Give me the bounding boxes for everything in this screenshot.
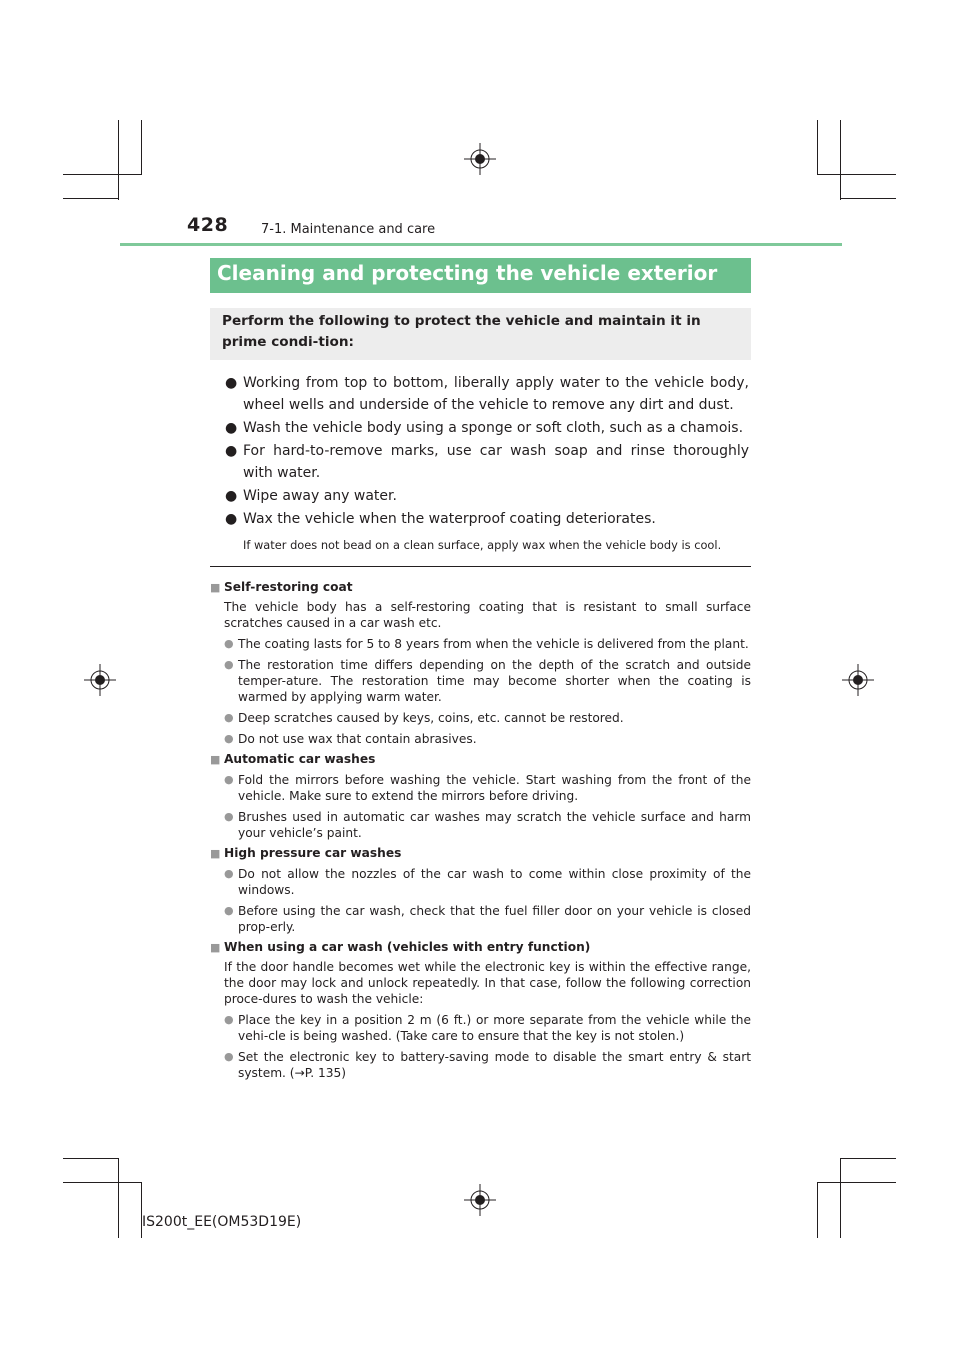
crop-mark xyxy=(817,1182,896,1183)
square-bullet-icon: ■ xyxy=(210,941,221,954)
dot-bullet-icon: ● xyxy=(224,904,234,917)
registration-target-icon xyxy=(84,664,116,696)
square-bullet-icon: ■ xyxy=(210,847,221,860)
document-code: IS200t_EE(OM53D19E) xyxy=(142,1214,302,1230)
list-item: ● Working from top to bottom, liberally apply water to the vehicle body, wheel wells and underside of the vehicle to remove any dirt and dust. xyxy=(225,372,749,416)
dot-bullet-icon: ● xyxy=(224,1013,234,1026)
dot-bullet-icon: ● xyxy=(224,637,234,650)
crop-mark xyxy=(63,1158,119,1159)
registration-target-icon xyxy=(464,1184,496,1216)
crop-mark xyxy=(817,174,896,175)
note-item: ● The restoration time differs depending on the depth of the scratch and outside temper-ature. The restoration time may become shorter when the coating is warmed by applying warm water. xyxy=(224,658,751,704)
square-bullet-icon: ■ xyxy=(210,753,221,766)
square-bullet-icon: ■ xyxy=(210,581,221,594)
list-item: ● Wax the vehicle when the waterproof coating deteriorates. xyxy=(225,508,749,530)
page-number: 428 xyxy=(187,214,229,236)
crop-mark xyxy=(817,120,818,175)
crop-mark xyxy=(63,1182,142,1183)
note-item: ● Set the electronic key to battery-saving mode to disable the smart entry & start system. (→P. 135) xyxy=(224,1050,751,1080)
note-heading: ■ Automatic car washes xyxy=(210,752,376,766)
note-item: ● Place the key in a position 2 m (6 ft.) or more separate from the vehicle while the vehi-cle is being washed. (Take care to ensure that the key is not stolen.) xyxy=(224,1013,751,1043)
crop-mark xyxy=(840,198,896,199)
list-item: ● Wipe away any water. xyxy=(225,485,749,507)
crop-mark xyxy=(63,198,119,199)
registration-target-icon xyxy=(842,664,874,696)
note-item: ● Do not use wax that contain abrasives. xyxy=(224,732,477,746)
note-item: ● Do not allow the nozzles of the car wash to come within close proximity of the windows. xyxy=(224,867,751,897)
dot-bullet-icon: ● xyxy=(224,810,234,823)
bullet-icon: ● xyxy=(225,488,238,504)
list-item: ● Wash the vehicle body using a sponge or soft cloth, such as a chamois. xyxy=(225,417,749,439)
note-item: ● The coating lasts for 5 to 8 years from when the vehicle is delivered from the plant. xyxy=(224,637,749,651)
bullet-icon: ● xyxy=(225,375,238,391)
crop-mark xyxy=(118,1158,119,1238)
note-heading: ■ High pressure car washes xyxy=(210,846,402,860)
note-text: The vehicle body has a self-restoring coating that is resistant to small surface scratches caused in a car wash etc. xyxy=(224,600,751,630)
intro-box xyxy=(210,308,751,360)
note-item: ● Brushes used in automatic car washes may scratch the vehicle surface and harm your vehicle’s paint. xyxy=(224,810,751,840)
crop-mark xyxy=(63,174,142,175)
note-heading: ■ Self-restoring coat xyxy=(210,580,353,594)
dot-bullet-icon: ● xyxy=(224,732,234,745)
dot-bullet-icon: ● xyxy=(224,867,234,880)
note-item: ● Deep scratches caused by keys, coins, etc. cannot be restored. xyxy=(224,711,624,725)
bullet-icon: ● xyxy=(225,511,238,527)
crop-mark xyxy=(141,120,142,175)
crop-mark xyxy=(817,1183,818,1238)
wax-note: If water does not bead on a clean surface, apply wax when the vehicle body is cool. xyxy=(243,538,722,552)
list-item: ● For hard-to-remove marks, use car wash soap and rinse thoroughly with water. xyxy=(225,440,749,484)
note-text: If the door handle becomes wet while the electronic key is within the effective range, the door may lock and unlock repeatedly. In that case, follow the following correction proce-dures to wash the vehicle: xyxy=(224,960,751,1006)
crop-mark xyxy=(118,120,119,200)
note-item: ● Fold the mirrors before washing the vehicle. Start washing from the front of the vehicle. Make sure to extend the mirrors before driving. xyxy=(224,773,751,803)
crop-mark xyxy=(840,1158,841,1238)
section-divider xyxy=(210,566,751,567)
registration-target-icon xyxy=(464,143,496,175)
header-divider xyxy=(120,243,842,246)
title-bar xyxy=(210,258,751,293)
note-item: ● Before using the car wash, check that the fuel filler door on your vehicle is closed prop-erly. xyxy=(224,904,751,934)
section-heading: 7-1. Maintenance and care xyxy=(261,222,436,237)
intro-text: Perform the following to protect the vehicle and maintain it in prime condi-tion: xyxy=(222,313,701,350)
bullet-icon: ● xyxy=(225,443,238,459)
procedure-list xyxy=(225,372,749,554)
dot-bullet-icon: ● xyxy=(224,773,234,786)
page-title: Cleaning and protecting the vehicle exterior xyxy=(217,261,718,285)
notes-section xyxy=(210,575,751,1081)
dot-bullet-icon: ● xyxy=(224,1050,234,1063)
crop-mark xyxy=(840,120,841,200)
note-heading: ■ When using a car wash (vehicles with entry function) xyxy=(210,940,591,954)
crop-mark xyxy=(840,1158,896,1159)
dot-bullet-icon: ● xyxy=(224,658,234,671)
dot-bullet-icon: ● xyxy=(224,711,234,724)
bullet-icon: ● xyxy=(225,420,238,436)
